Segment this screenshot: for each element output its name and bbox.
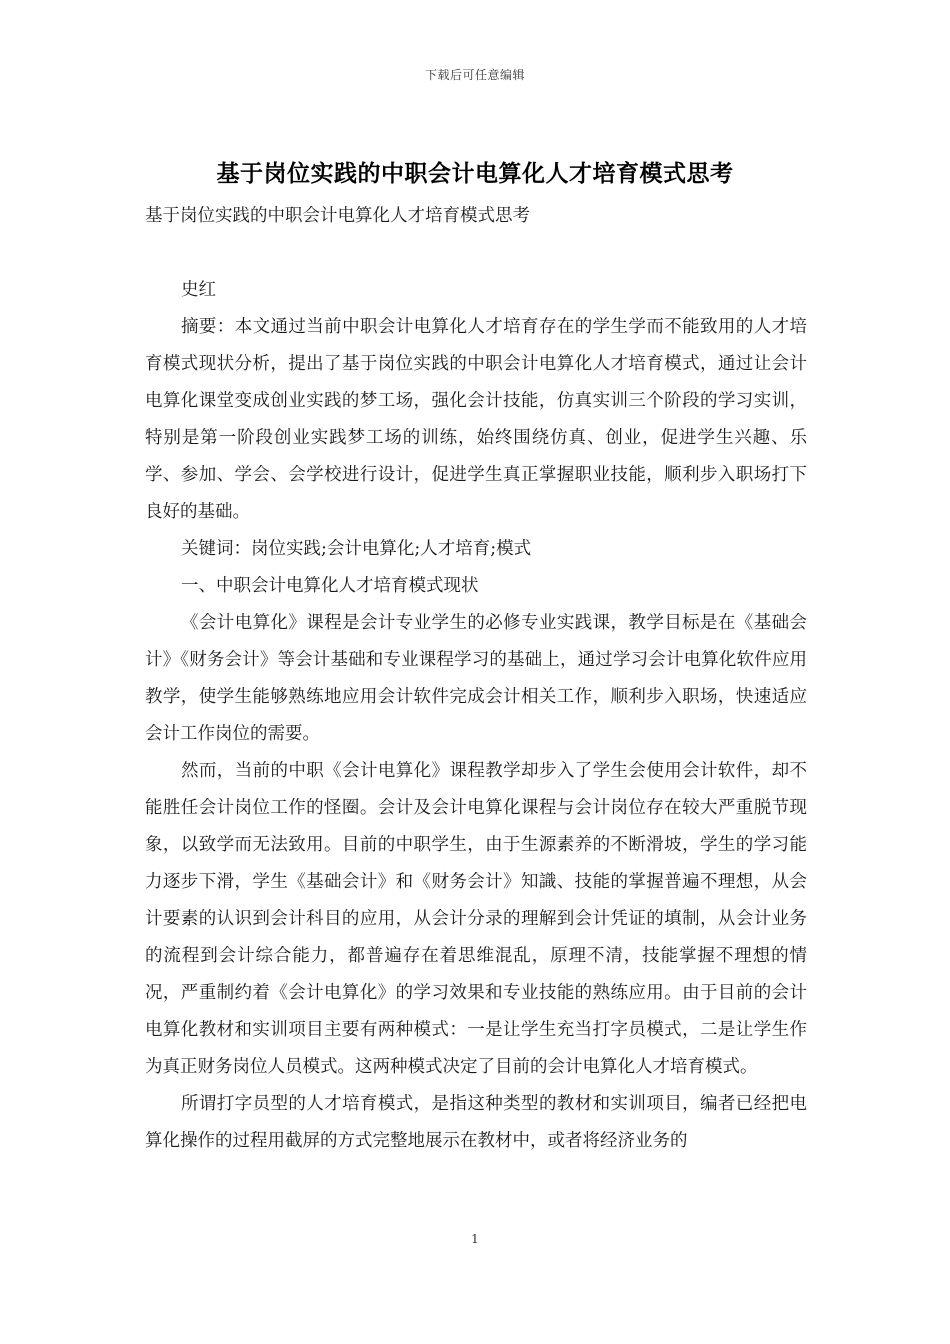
body-paragraph: 所谓打字员型的人才培育模式，是指这种类型的教材和实训项目，编者已经把电算化操作的过程用截屏的方式完整地展示在教材中，或者将经济业务的 bbox=[145, 1094, 807, 1151]
body-paragraph: 然而，当前的中职《会计电算化》课程教学却步入了学生会使用会计软件，却不能胜任会计岗位工作的怪圈。会计及会计电算化课程与会计岗位存在较大严重脱节现象，以致学而无法致用。目前的中职学生，由于生源素养的不断滑坡，学生的学习能力逐步下滑，学生《基础会计》和《财务会计》知識、技能的掌握普遍不理想，从会计要素的认识到会计科目的应用，从会计分录的理解到会计凭证的填制，从会计业务的流程到会计综合能力，都普遍存在着思维混乱，原理不清，技能掌握不理想的情况，严重制约着《会计电算化》的学习效果和专业技能的熟练应用。由于目前的会计电算化教材和实训项目主要有两种模式：一是让学生充当打字员模式，二是让学生作为真正财务岗位人员模式。这两种模式决定了目前的会计电算化人才培育模式。 bbox=[145, 761, 807, 1077]
section-heading: 一、中职会计电算化人才培育模式现状 bbox=[181, 576, 479, 596]
abstract-paragraph: 摘要：本文通过当前中职会计电算化人才培育存在的学生学而不能致用的人才培育模式现状分析，提出了基于岗位实践的中职会计电算化人才培育模式，通过让会计电算化课堂变成创业实践的梦工场，强化会计技能，仿真实训三个阶段的学习实训，特别是第一阶段创业实践梦工场的训练，始终围绕仿真、创业，促进学生兴趣、乐学、参加、学会、会学校进行设计，促进学生真正掌握职业技能，顺利步入职场打下良好的基础。 bbox=[145, 317, 807, 522]
header-note: 下载后可任意编辑 bbox=[424, 68, 525, 82]
blank-line bbox=[145, 235, 807, 272]
author-name: 史红 bbox=[181, 280, 216, 300]
document-title: 基于岗位实践的中职会计电算化人才培育模式思考 bbox=[216, 160, 734, 187]
page-number: 1 bbox=[471, 1232, 479, 1246]
body-paragraph: 《会计电算化》课程是会计专业学生的必修专业实践课，教学目标是在《基础会计》《财务会计》等会计基础和专业课程学习的基础上，通过学习会计电算化软件应用教学，使学生能够熟练地应用会计软件完成会计相关工作，顺利步入职场，快速适应会计工作岗位的需要。 bbox=[145, 613, 807, 744]
document-body bbox=[145, 198, 807, 1160]
keywords-line: 关键词：岗位实践;会计电算化;人才培育;模式 bbox=[181, 539, 532, 559]
document-subtitle: 基于岗位实践的中职会计电算化人才培育模式思考 bbox=[145, 206, 530, 226]
